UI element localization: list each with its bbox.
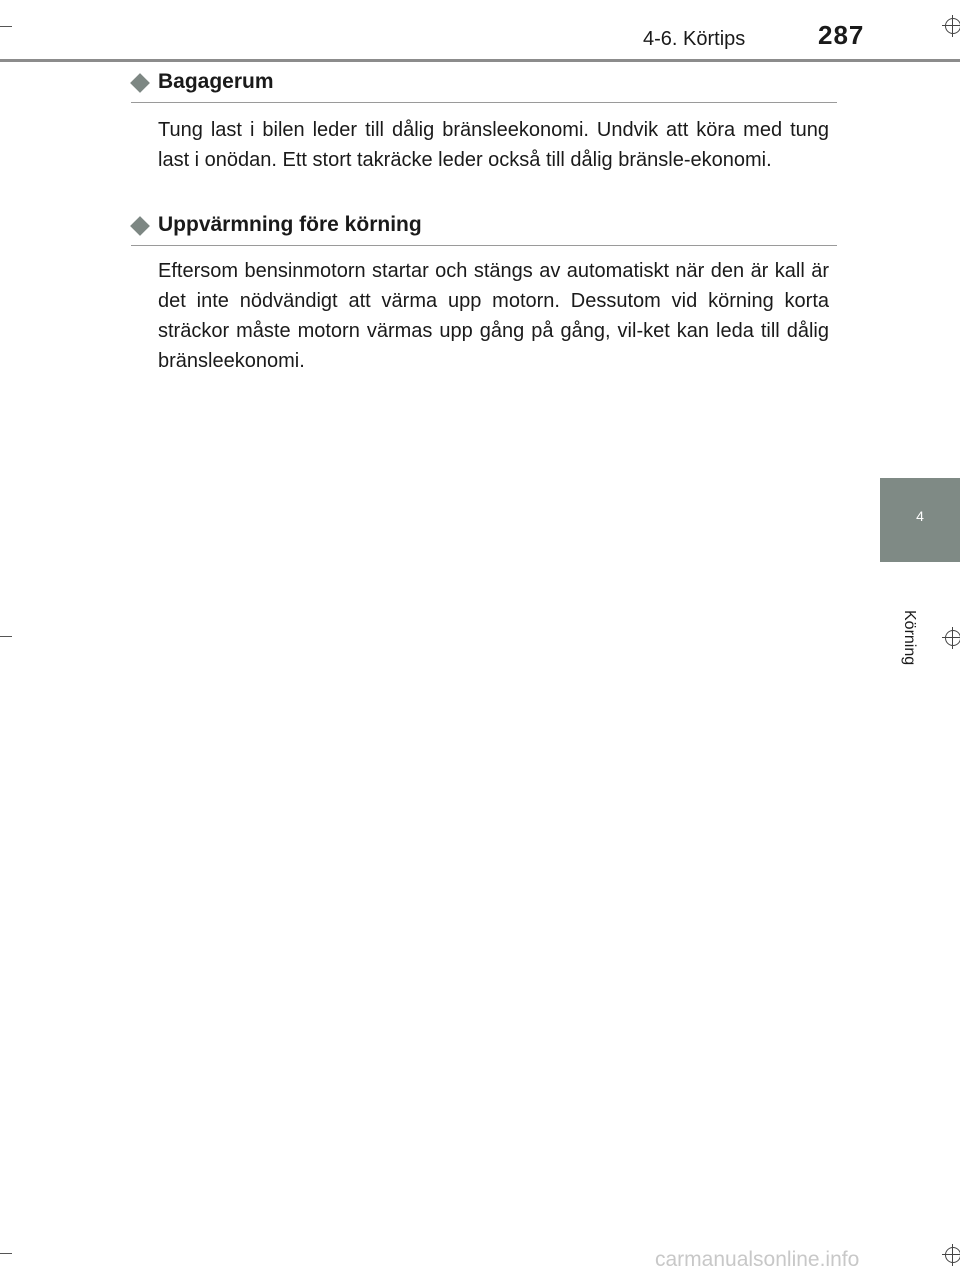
diamond-bullet-icon <box>130 73 150 93</box>
diamond-bullet-icon <box>130 216 150 236</box>
crop-mark <box>0 26 12 27</box>
section-heading-warmup <box>131 213 837 246</box>
section-title: 4-6. Körtips <box>643 28 746 50</box>
chapter-tab <box>880 478 960 562</box>
section-body-warmup: Eftersom bensinmotorn startar och stängs av automatiskt när den är kall är det inte nödvändigt att värma upp motorn. Dessutom vid körning korta sträckor måste motorn värmas upp gång på gång, vil-ket kan leda till dålig bränsleekonomi. <box>158 260 829 372</box>
watermark: carmanualsonline.info <box>655 1248 860 1271</box>
header-rule <box>0 59 960 62</box>
section-heading-luggage <box>131 70 837 103</box>
registration-mark-icon <box>942 627 960 649</box>
crop-mark <box>0 1253 12 1254</box>
registration-mark-icon <box>942 1244 960 1266</box>
heading-text: Uppvärmning före körning <box>158 213 422 236</box>
page-number: 287 <box>818 20 865 50</box>
section-body-luggage: Tung last i bilen leder till dålig bränsleekonomi. Undvik att köra med tung last i onödan. Ett stort takräcke leder också till dålig bränsle-ekonomi. <box>158 119 829 171</box>
chapter-label: Körning <box>901 610 918 666</box>
heading-text: Bagagerum <box>158 70 274 93</box>
crop-mark <box>0 636 12 637</box>
registration-mark-icon <box>942 15 960 37</box>
chapter-number: 4 <box>916 508 924 524</box>
